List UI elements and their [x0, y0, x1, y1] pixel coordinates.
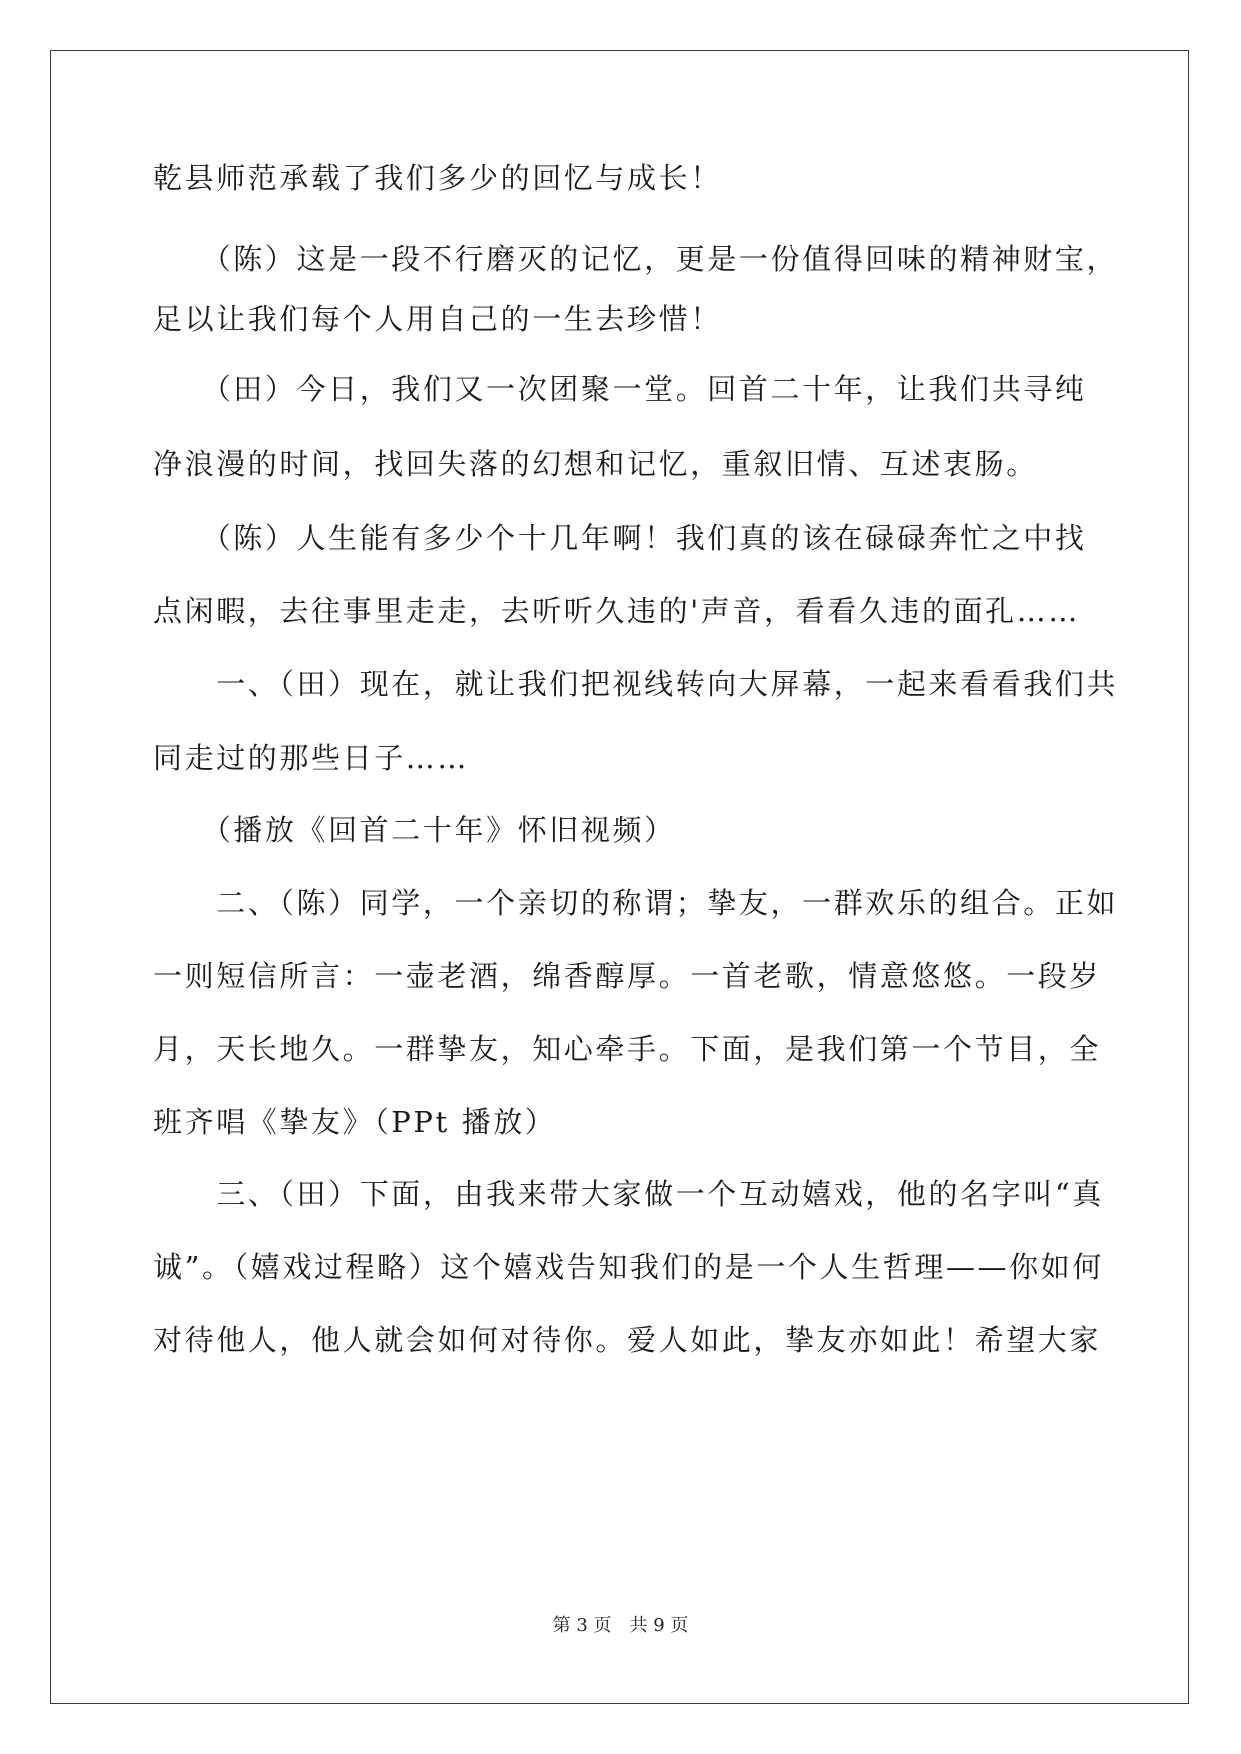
text-line: 同走过的那些日子……: [153, 741, 470, 775]
text-line: 一、（田）现在，就让我们把视线转向大屏幕，一起来看看我们共: [153, 667, 1119, 701]
text-line: （播放《回首二十年》怀旧视频）: [153, 813, 676, 847]
text-line: 三、（田）下面，由我来带大家做一个互动嬉戏，他的名字叫“真: [153, 1177, 1104, 1211]
text-line: 对待他人，他人就会如何对待你。爱人如此，挚友亦如此！希望大家: [153, 1323, 1102, 1357]
text-line: 点闲暇，去往事里走走，去听听久违的'声音，看看久违的面孔……: [153, 594, 1080, 628]
text-line: 月，天长地久。一群挚友，知心牵手。下面，是我们第一个节目，全: [153, 1032, 1102, 1066]
text-line: （陈）人生能有多少个十几年啊！我们真的该在碌碌奔忙之中找: [153, 521, 1087, 555]
text-line: 诚”。（嬉戏过程略）这个嬉戏告知我们的是一个人生哲理——你如何: [153, 1250, 1104, 1284]
page-number: 第 3 页 共 9 页: [552, 1615, 689, 1636]
text-line: 净浪漫的时间，找回失落的幻想和记忆，重叙旧情、互述衷肠。: [153, 447, 1038, 481]
text-line: （田）今日，我们又一次团聚一堂。回首二十年，让我们共寻纯: [153, 372, 1087, 406]
text-line: （陈）这是一段不行磨灭的记忆，更是一份值得回味的精神财宝，: [153, 242, 1119, 276]
text-line: 乾县师范承载了我们多少的回忆与成长！: [153, 161, 722, 195]
text-line: 一则短信所言：一壶老酒，绵香醇厚。一首老歌，情意悠悠。一段岁: [153, 959, 1102, 993]
text-line: 二、（陈）同学，一个亲切的称谓；挚友，一群欢乐的组合。正如: [153, 886, 1119, 920]
text-line: 班齐唱《挚友》（PPt 播放）: [153, 1105, 557, 1139]
text-line: 足以让我们每个人用自己的一生去珍惜！: [153, 302, 722, 336]
